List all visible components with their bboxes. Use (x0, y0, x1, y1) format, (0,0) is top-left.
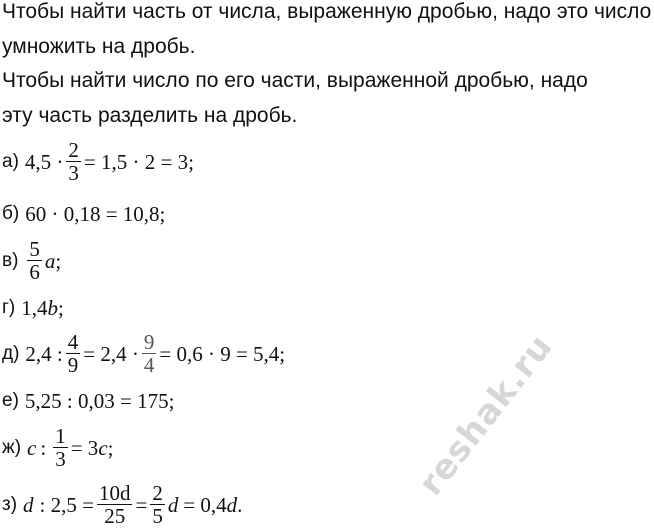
item-label-g: г) (2, 297, 16, 318)
solution-d (2, 331, 285, 376)
item-label-d: д) (2, 342, 20, 364)
fraction-a-numerator: 2 (68, 138, 79, 162)
rule-line-3: Чтобы найти число по его части, выраженной дробью, надо (2, 69, 588, 92)
expr-z-part3: = 0,4 (183, 492, 227, 517)
solution-e (2, 389, 174, 413)
expr-zh-part2: = 3 (70, 435, 99, 460)
fraction-z-2 (150, 482, 165, 527)
rule-line-4: эту часть разделить на дробь. (2, 104, 298, 127)
expr-e: 5,25 : 0,03 = 175; (24, 389, 175, 413)
fraction-z-1 (97, 482, 133, 527)
item-label-v: в) (2, 249, 19, 271)
fraction-zh (53, 425, 68, 470)
expr-g-number: 1,4 (21, 296, 48, 320)
item-label-b: б) (2, 203, 20, 224)
expr-a-part2: = 1,5 · 2 = 3; (83, 149, 194, 174)
expr-z-part1: : 2,5 = (39, 492, 94, 517)
fraction-a (66, 139, 81, 184)
expr-z-part2: = (135, 492, 148, 517)
expr-a-part1: 4,5 · (24, 149, 64, 174)
fraction-v-numerator: 5 (29, 237, 40, 261)
expr-b: 60 · 0,18 = 10,8; (25, 202, 166, 226)
fraction-z-2-numerator: 2 (152, 481, 163, 505)
item-label-e: е) (2, 390, 19, 411)
rule-line-2: умножить на дробь. (2, 35, 196, 58)
fraction-zh-denominator: 3 (55, 447, 66, 471)
fraction-d-2 (142, 331, 157, 376)
expr-zh-end: ; (107, 435, 114, 460)
solution-a (2, 139, 194, 184)
division-sign: : (40, 435, 47, 460)
fraction-z-2-denominator: 5 (152, 504, 163, 528)
variable-d-2: d (167, 492, 179, 517)
variable-a: a (44, 248, 56, 273)
solution-g (2, 296, 64, 320)
variable-c-result: c (98, 435, 108, 460)
fraction-z-1-denominator: 25 (104, 504, 126, 528)
fraction-d-1-denominator: 9 (67, 353, 79, 377)
fraction-d-1 (66, 331, 81, 376)
fraction-a-denominator: 3 (68, 161, 79, 185)
expr-d-part1: 2,4 : (25, 341, 63, 366)
solution-v (2, 238, 61, 283)
fraction-d-2-numerator: 9 (143, 330, 155, 354)
fraction-d-2-denominator: 4 (143, 353, 155, 377)
variable-d: d (23, 492, 34, 517)
fraction-v-denominator: 6 (29, 260, 40, 284)
solution-zh (2, 425, 113, 470)
expr-g-end: ; (58, 296, 64, 320)
expr-d-part2: = 2,4 · (83, 341, 139, 366)
fraction-z-1-numerator: 10d (98, 481, 131, 505)
item-label-zh: ж) (2, 436, 22, 458)
solution-z (2, 482, 242, 527)
rule-line-1: Чтобы найти часть от числа, выраженную дробью, надо это число (2, 0, 652, 23)
expr-v-end: ; (55, 248, 62, 273)
expr-d-part3: = 0,6 · 9 = 5,4; (159, 341, 286, 366)
variable-b: b (47, 296, 59, 320)
item-label-a: а) (2, 150, 19, 172)
solution-b (2, 202, 165, 226)
fraction-d-1-numerator: 4 (67, 330, 79, 354)
variable-c: c (27, 435, 37, 460)
fraction-zh-numerator: 1 (55, 424, 66, 448)
watermark: reshak.ru (410, 326, 562, 504)
fraction-v (27, 238, 42, 283)
variable-d-3: d (226, 492, 238, 517)
item-label-z: з) (2, 493, 18, 515)
expr-z-end: . (237, 492, 243, 517)
